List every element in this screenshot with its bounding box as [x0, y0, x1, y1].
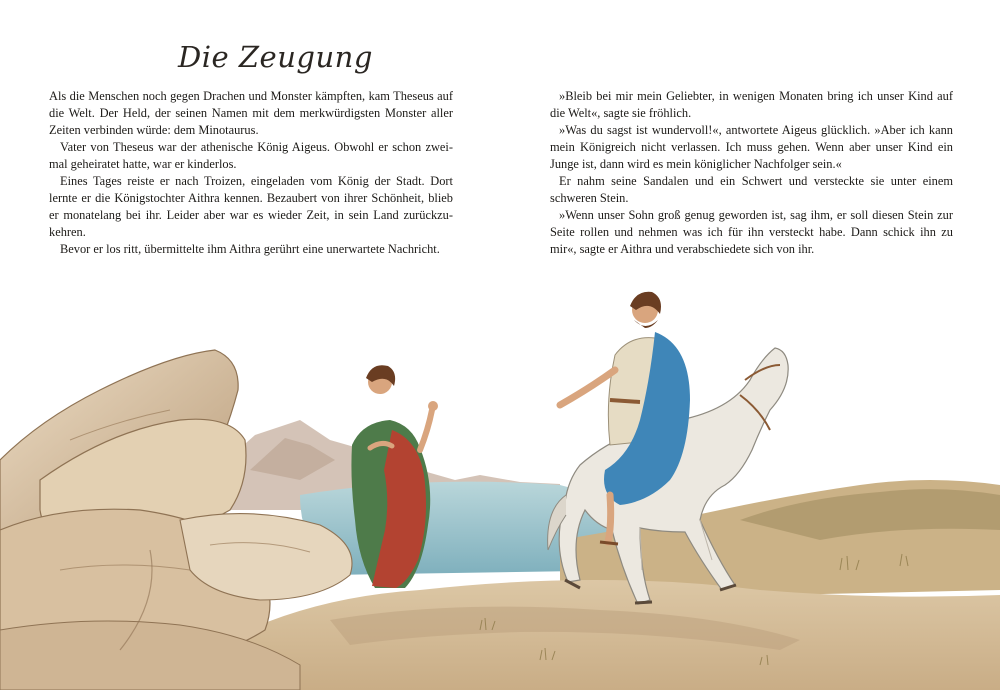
- watercolor-illustration: [0, 270, 1000, 690]
- paragraph: »Bleib bei mir mein Geliebter, in wenigen Monaten bring ich unser Kind auf die Welt«, sagte sie fröhlich.: [550, 89, 953, 120]
- paragraph: Er nahm seine Sandalen und ein Schwert und versteckte sie unter einem schweren Stein.: [550, 174, 953, 205]
- paragraph: Bevor er los ritt, übermittelte ihm Aithra gerührt eine unerwartete Nachricht.: [60, 242, 440, 256]
- paragraph: Eines Tages reiste er nach Troizen, eingeladen vom König der Stadt. Dort lernte er die Königstochter Aithra kennen. Bezaubert von ihrer Schönheit, blieb er monatelang bei ihr. Leider aber war es wieder Zeit, in sein Land zurückzukehren.: [49, 174, 453, 239]
- paragraph: »Was du sagst ist wundervoll!«, antwortete Aigeus glücklich. »Aber ich kann mein Königreich nicht verlassen. Ich muss gehen. Wenn aber unser Kind ein Junge ist, dann wird es mein königlicher Nachfolger sein.«: [550, 123, 953, 171]
- paragraph: Als die Menschen noch gegen Drachen und Monster kämpften, kam Theseus auf die Welt. Der Held, der seinen Namen mit dem merkwürdigsten Monster aller Zeiten verbinden würde: dem Minotaurus.: [49, 89, 453, 137]
- page-title: Die Zeugung: [178, 40, 373, 74]
- right-text-column: [550, 88, 953, 258]
- paragraph: »Wenn unser Sohn groß genug geworden ist, sag ihm, er soll diesen Stein zur Seite rollen und nehmen was ich für ihn versteckt habe. Dann schick ihn zu mir«, sagte er Aithra und verabschiedete sich von ihr.: [550, 208, 953, 256]
- paragraph: Vater von Theseus war der athenische König Aigeus. Obwohl er schon zweimal geheiratet hatte, war er kinderlos.: [49, 140, 453, 171]
- left-text-column: [49, 88, 453, 258]
